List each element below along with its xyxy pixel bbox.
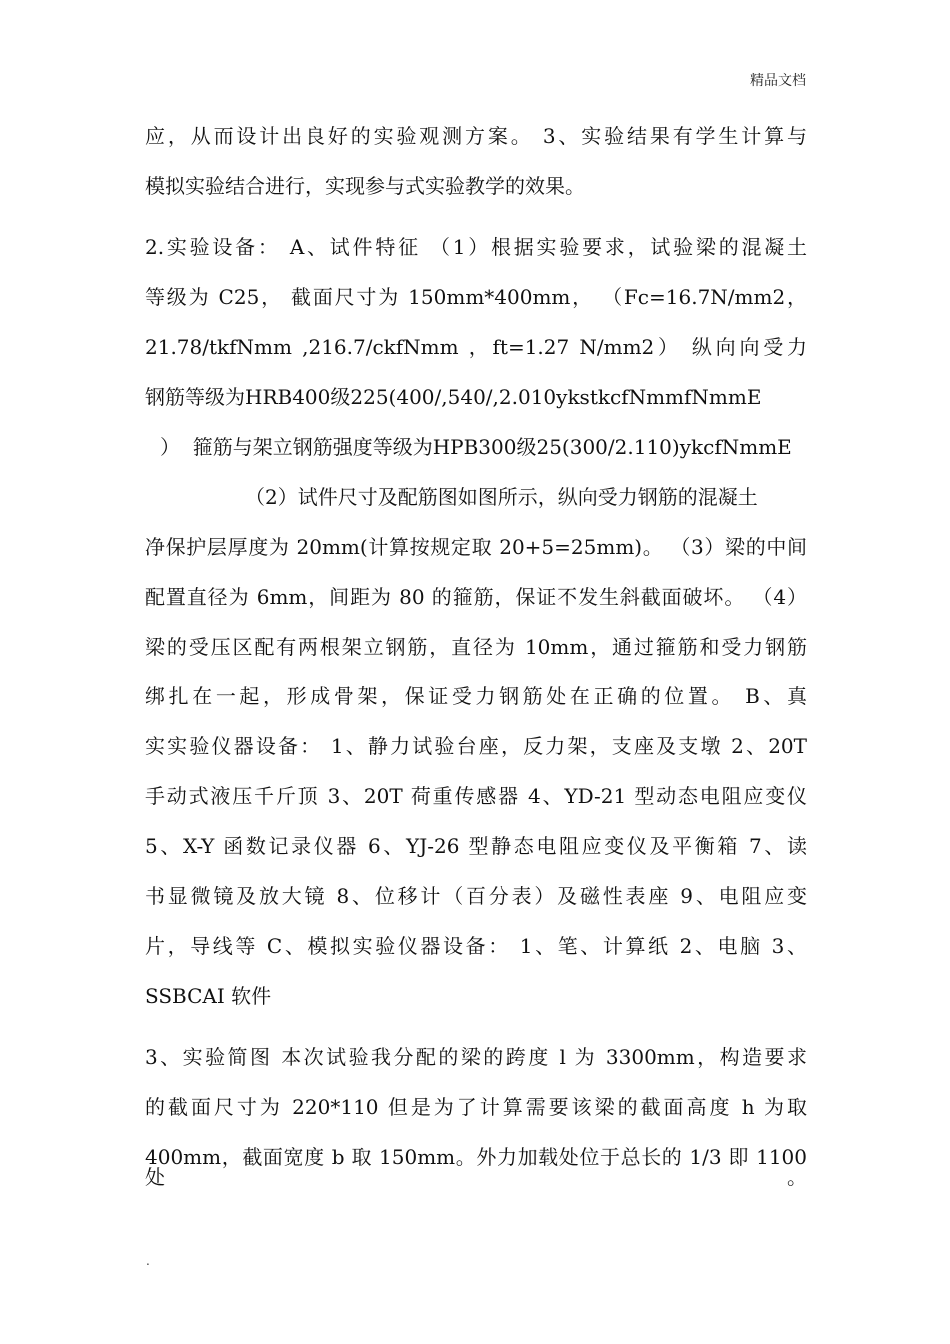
text-line: 2.实验设备： A、试件特征 （1）根据实验要求，试验梁的混凝土 <box>145 235 807 259</box>
text-line: 片，导线等 C、模拟实验仪器设备： 1、笔、计算纸 2、电脑 3、 <box>145 934 807 958</box>
text-line: 等级为 C25， 截面尺寸为 150mm*400mm， （Fc=16.7N/mm2， <box>145 285 807 309</box>
text-line: 3、实验简图 本次试验我分配的梁的跨度 l 为 3300mm，构造要求 <box>145 1045 807 1069</box>
text-line: 5、X-Y 函数记录仪器 6、YJ-26 型静态电阻应变仪及平衡箱 7、读 <box>145 834 807 858</box>
text-line: SSBCAI 软件 <box>145 984 272 1008</box>
text-line: （2）试件尺寸及配筋图如图所示，纵向受力钢筋的混凝土 <box>245 485 758 509</box>
text-line: 应，从而设计出良好的实验观测方案。 3、实验结果有学生计算与 <box>145 124 807 148</box>
text-line: 梁的受压区配有两根架立钢筋，直径为 10mm，通过箍筋和受力钢筋 <box>145 635 807 659</box>
text-line: 净保护层厚度为 20mm(计算按规定取 20+5=25mm)。 （3）梁的中间 <box>145 535 807 559</box>
text-line: 配置直径为 6mm，间距为 80 的箍筋，保证不发生斜截面破坏。 （4） <box>145 585 807 609</box>
text-line: 模拟实验结合进行，实现参与式实验教学的效果。 <box>145 174 585 198</box>
page-header-label: 精品文档 <box>750 73 806 89</box>
text-line: 实实验仪器设备： 1、静力试验台座，反力架，支座及支墩 2、20T <box>145 734 807 758</box>
text-line: 钢筋等级为HRB400级225(400/,540/,2.010ykstkcfNmmfNmmE <box>145 385 762 409</box>
text-line: 400mm，截面宽度 b 取 150mm。外力加载处位于总长的 1/3 即 1100 处。 <box>145 1145 807 1189</box>
text-line: 的截面尺寸为 220*110 但是为了计算需要该梁的截面高度 h 为取 <box>145 1095 807 1119</box>
page-footer-mark: . <box>146 1254 150 1268</box>
text-line: 绑扎在一起，形成骨架，保证受力钢筋处在正确的位置。 B、真 <box>145 684 807 708</box>
text-line: 21.78/tkfNmm ,216.7/ckfNmm ，ft=1.27 N/mm2） 纵向向受力 <box>145 335 807 359</box>
text-line: ） 箍筋与架立钢筋强度等级为HPB300级25(300/2.110)ykcfNmmE <box>160 435 792 459</box>
text-line: 手动式液压千斤顶 3、20T 荷重传感器 4、YD-21 型动态电阻应变仪 <box>145 784 807 808</box>
text-line: 书显微镜及放大镜 8、位移计（百分表）及磁性表座 9、电阻应变 <box>145 884 807 908</box>
